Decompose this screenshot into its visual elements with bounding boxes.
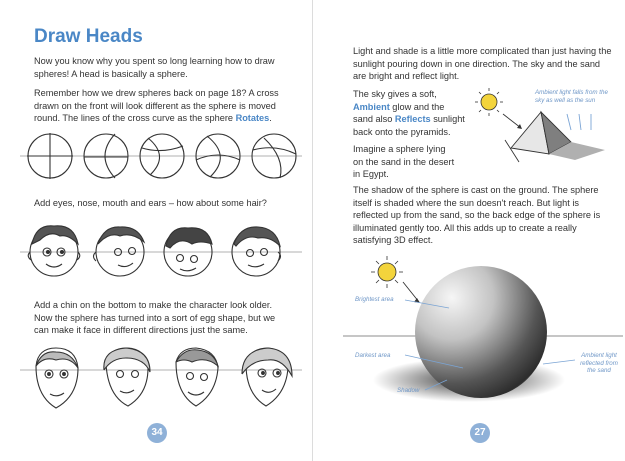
shadow-label: Shadow: [397, 387, 420, 394]
reflects-keyword: Reflects: [394, 114, 431, 125]
spheres-paragraph-text: Remember how we drew spheres back on page 18? A cross drawn on the front will look different as the sphere is moved round. The lines of the cross curve as the sphere: [34, 88, 279, 124]
older-heads-illustration: [20, 346, 302, 412]
ambient-paragraph-text-a: The sky gives a soft,: [353, 89, 437, 99]
left-page: [0, 0, 312, 461]
darkest-area-label: Darkest area: [355, 352, 391, 359]
page-number-left: 34: [147, 423, 167, 443]
ambient-paragraph-text-c: sunlight back onto the pyramids.: [353, 114, 465, 137]
spheres-paragraph: [34, 87, 286, 125]
rotates-keyword: Rotates: [235, 113, 270, 124]
cartoon-heads-illustration: [20, 214, 302, 286]
pyramid-ambient-label: Ambient light falls from the sky as well as the sun: [535, 89, 608, 104]
spheres-paragraph-end: .: [269, 113, 272, 124]
page-number-right: 27: [470, 423, 490, 443]
shaded-sphere-illustration: [343, 252, 623, 416]
ambient-paragraph-text-b: glow and the sand also: [353, 101, 445, 125]
chin-paragraph: Add a chin on the bottom to make the character look older. Now the sphere has turned into a sort of egg shape, but we can make it face in different directions just the same.: [34, 300, 276, 336]
intro-paragraph: Now you know why you spent so long learning how to draw spheres! A head is basically a sphere.: [34, 56, 275, 79]
ambient-reflected-label: Ambient light reflected from the sand: [580, 352, 618, 374]
shadow-paragraph: The shadow of the sphere is cast on the ground. The sphere itself is shaded where the sun doesn't reach. But light is reflected up from the sand, so the back edge of the sphere is illuminated gently too. All this adds up to create a really satisfying 3D effect.: [353, 185, 601, 246]
ambient-keyword: Ambient: [353, 101, 390, 112]
light-shade-paragraph: Light and shade is a little more complicated than just having the sunlight pouring down in one direction. The sky and the sand are bright and reflect light.: [353, 46, 612, 82]
brightest-area-label: Brightest area: [355, 296, 394, 303]
ambient-paragraph: [353, 88, 465, 138]
spheres-row-illustration: [20, 130, 302, 180]
imagine-paragraph: Imagine a sphere lying on the sand in the desert in Egypt.: [353, 144, 455, 180]
page-title: Draw Heads: [34, 26, 143, 47]
right-page: [313, 0, 625, 461]
features-paragraph: Add eyes, nose, mouth and ears – how about some hair?: [34, 198, 267, 208]
